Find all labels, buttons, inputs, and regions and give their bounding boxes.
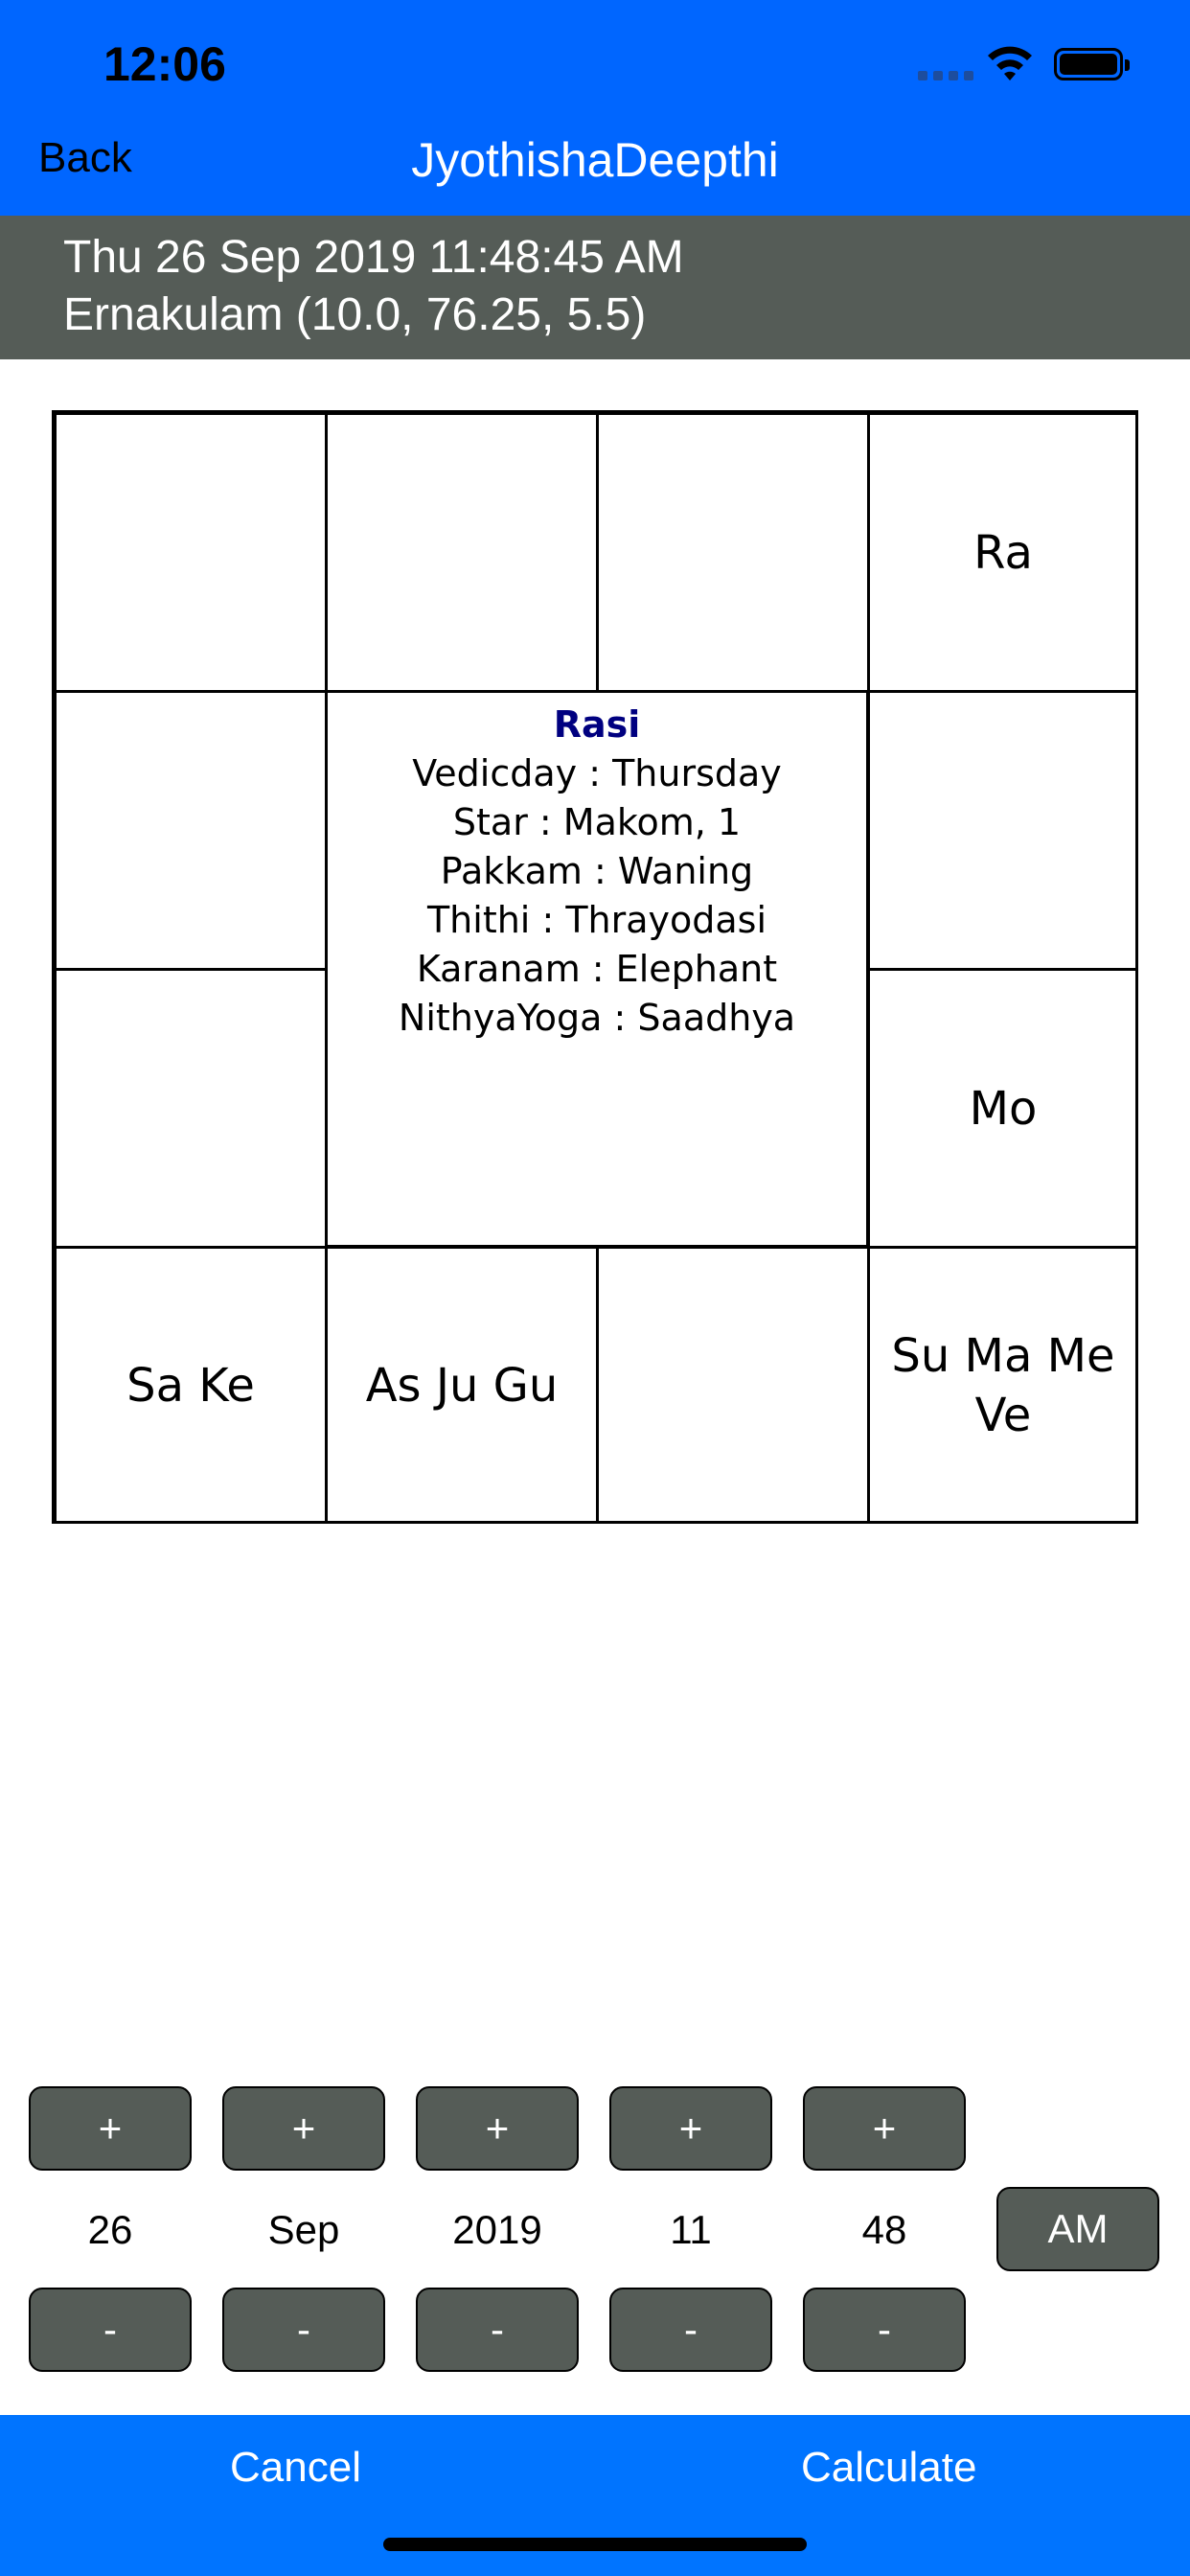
top-bar (0, 0, 1190, 216)
month-decrement-button[interactable]: - (222, 2288, 385, 2372)
location-label: Ernakulam (10.0, 76.25, 5.5) (63, 289, 647, 340)
wifi-icon (985, 42, 1035, 84)
house-cell: Sa Ke (55, 1247, 327, 1524)
bottom-action-bar (0, 2415, 1190, 2576)
year-value: 2019 (452, 2207, 542, 2252)
chart-title: Rasi (553, 703, 641, 746)
house-cell: Ra (868, 413, 1138, 692)
karanam-label: Karanam : Elephant (416, 948, 778, 990)
hour-value: 11 (670, 2207, 712, 2252)
house-cell (55, 413, 327, 692)
day-increment-button[interactable]: + (29, 2086, 192, 2171)
thithi-label: Thithi : Thrayodasi (426, 899, 767, 941)
status-time: 12:06 (103, 37, 226, 91)
house-cell (55, 691, 327, 970)
star-label: Star : Makom, 1 (452, 801, 742, 843)
month-value: Sep (267, 2207, 340, 2252)
back-button[interactable]: Back (38, 134, 132, 181)
hour-increment-button[interactable]: + (609, 2086, 772, 2171)
cancel-button[interactable]: Cancel (230, 2444, 361, 2491)
minute-decrement-button[interactable]: - (803, 2288, 966, 2372)
house-cell (868, 691, 1138, 970)
page-title: JyothishaDeepthi (411, 133, 779, 187)
month-increment-button[interactable]: + (222, 2086, 385, 2171)
house-cell (597, 413, 869, 692)
calculate-button[interactable]: Calculate (801, 2444, 977, 2491)
ampm-toggle-button[interactable]: AM (996, 2187, 1159, 2271)
chart-center-panel (326, 691, 868, 1247)
year-increment-button[interactable]: + (416, 2086, 579, 2171)
house-cell: Mo (868, 969, 1138, 1248)
vedicday-label: Vedicday : Thursday (412, 752, 782, 794)
minute-value: 48 (861, 2207, 907, 2252)
house-cell (55, 969, 327, 1248)
rasi-chart (52, 410, 1138, 1524)
day-decrement-button[interactable]: - (29, 2288, 192, 2372)
battery-icon (1054, 48, 1123, 80)
house-cell: Su Ma Me Ve (868, 1247, 1138, 1524)
minute-increment-button[interactable]: + (803, 2086, 966, 2171)
info-header (0, 216, 1190, 359)
datetime-label: Thu 26 Sep 2019 11:48:45 AM (63, 232, 684, 283)
hour-decrement-button[interactable]: - (609, 2288, 772, 2372)
pakkam-label: Pakkam : Waning (440, 850, 754, 892)
day-value: 26 (87, 2207, 133, 2252)
cellular-signal-icon (918, 71, 973, 80)
house-cell (597, 1247, 869, 1524)
home-indicator (383, 2538, 807, 2551)
house-cell: As Ju Gu (326, 1247, 598, 1524)
year-decrement-button[interactable]: - (416, 2288, 579, 2372)
house-cell (326, 413, 598, 692)
nithyayoga-label: NithyaYoga : Saadhya (398, 997, 796, 1039)
